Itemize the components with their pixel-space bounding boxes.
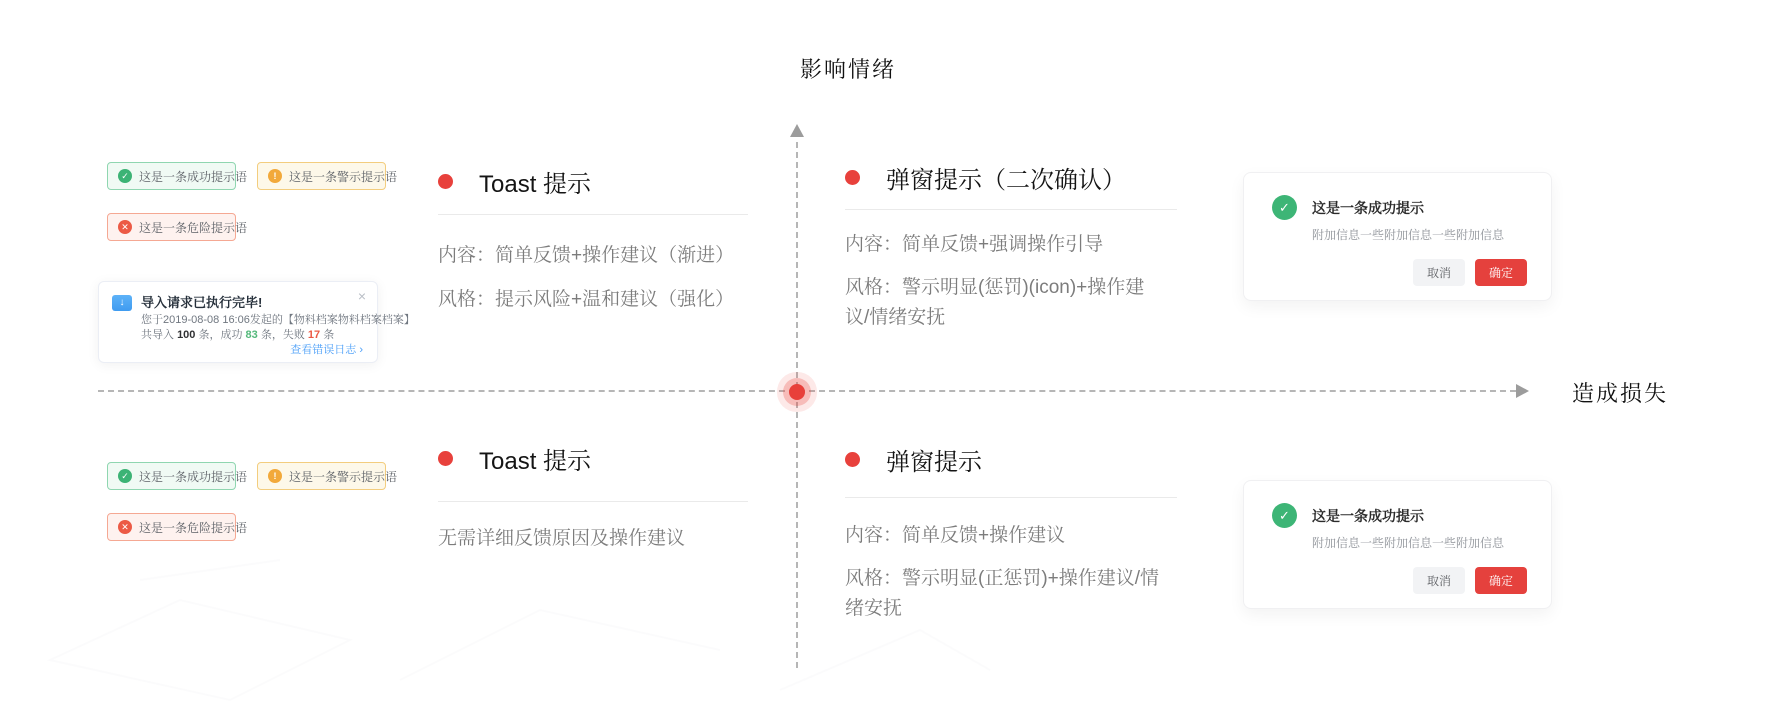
quadrant-line: 风格：提示风险+温和建议（强化） [438, 289, 735, 310]
success-check-icon: ✓ [1272, 503, 1297, 528]
toast-label: 这是一条成功提示语 [139, 169, 248, 184]
y-axis-line [796, 142, 798, 668]
notification-stats: 共导入 100 条，成功 83 条，失败 17 条 [141, 329, 335, 341]
danger-cross-icon: ✕ [118, 520, 132, 534]
dialog-subtitle: 附加信息一些附加信息一些附加信息 [1312, 228, 1505, 242]
quadrant-top-right [845, 162, 1177, 333]
red-bullet-icon [438, 451, 453, 466]
notification-detail: 您于2019-08-08 16:06发起的【物料档案物料档案档案】 [141, 314, 415, 326]
quadrant-line: 无需详细反馈原因及操作建议 [438, 528, 686, 549]
quadrant-top-left [438, 166, 748, 315]
notification-title: 导入请求已执行完毕! [141, 295, 263, 310]
origin-dot [789, 384, 805, 400]
toast-label: 这是一条警示提示语 [289, 469, 398, 484]
toast-success-example-bottom [107, 462, 248, 490]
dialog-subtitle: 附加信息一些附加信息一些附加信息 [1312, 536, 1505, 550]
dialog-title: 这是一条成功提示 [1312, 199, 1424, 216]
toast-label: 这是一条危险提示语 [139, 520, 248, 535]
quadrant-line: 内容：简单反馈+强调操作引导 [845, 234, 1104, 255]
quadrant-title: 弹窗提示 [886, 448, 982, 476]
quadrant-line: 内容：简单反馈+操作建议（渐进） [438, 245, 735, 266]
quadrant-line: 内容：简单反馈+操作建议 [845, 525, 1066, 546]
stat-total: 100 [177, 329, 196, 341]
quadrant-bottom-left [438, 443, 748, 554]
x-axis-title: 造成损失 [1572, 381, 1669, 406]
warning-exclamation-icon: ! [268, 169, 282, 183]
toast-warning-example-top [257, 162, 398, 190]
warning-exclamation-icon: ! [268, 469, 282, 483]
toast-danger-example-top [107, 213, 248, 241]
red-bullet-icon [845, 170, 860, 185]
divider [845, 209, 1177, 210]
close-icon[interactable]: × [357, 288, 366, 304]
quadrant-title: Toast 提示 [479, 447, 592, 475]
error-log-link[interactable]: 查看错误日志 › [290, 344, 363, 356]
confirm-button[interactable]: 确定 [1475, 259, 1527, 286]
quadrant-title: 弹窗提示（二次确认） [886, 166, 1126, 194]
success-dialog-bottom [1243, 480, 1552, 609]
confirm-button[interactable]: 确定 [1475, 567, 1527, 594]
success-check-icon: ✓ [118, 169, 132, 183]
dialog-title: 这是一条成功提示 [1312, 507, 1424, 524]
import-notification-card [98, 281, 415, 363]
y-axis-title: 影响情绪 [800, 57, 897, 82]
toast-danger-example-bottom [107, 513, 248, 541]
x-axis-line [98, 390, 1516, 392]
red-bullet-icon [845, 452, 860, 467]
stat-fail: 17 [307, 329, 321, 341]
danger-cross-icon: ✕ [118, 220, 132, 234]
quadrant-line: 风格：警示明显(惩罚)(icon)+操作建议/情绪安抚 [845, 277, 1145, 328]
stat-success: 83 [245, 329, 258, 341]
red-bullet-icon [438, 174, 453, 189]
cancel-button[interactable]: 取消 [1413, 259, 1465, 286]
success-dialog-top [1243, 172, 1552, 301]
toast-label: 这是一条危险提示语 [139, 220, 248, 235]
divider [438, 214, 748, 215]
divider [845, 497, 1177, 498]
quadrant-bottom-right [845, 444, 1177, 624]
toast-warning-example-bottom [257, 462, 398, 490]
y-axis-arrow-icon [790, 124, 804, 137]
toast-label: 这是一条成功提示语 [139, 469, 248, 484]
cancel-button[interactable]: 取消 [1413, 567, 1465, 594]
success-check-icon: ✓ [1272, 195, 1297, 220]
success-check-icon: ✓ [118, 469, 132, 483]
quadrant-title: Toast 提示 [479, 170, 592, 198]
download-folder-icon: ↓ [112, 295, 132, 311]
x-axis-arrow-icon [1516, 384, 1529, 398]
toast-label: 这是一条警示提示语 [289, 169, 398, 184]
quadrant-line: 风格：警示明显(正惩罚)+操作建议/情绪安抚 [845, 568, 1160, 619]
divider [438, 501, 748, 502]
toast-success-example-top [107, 162, 248, 190]
